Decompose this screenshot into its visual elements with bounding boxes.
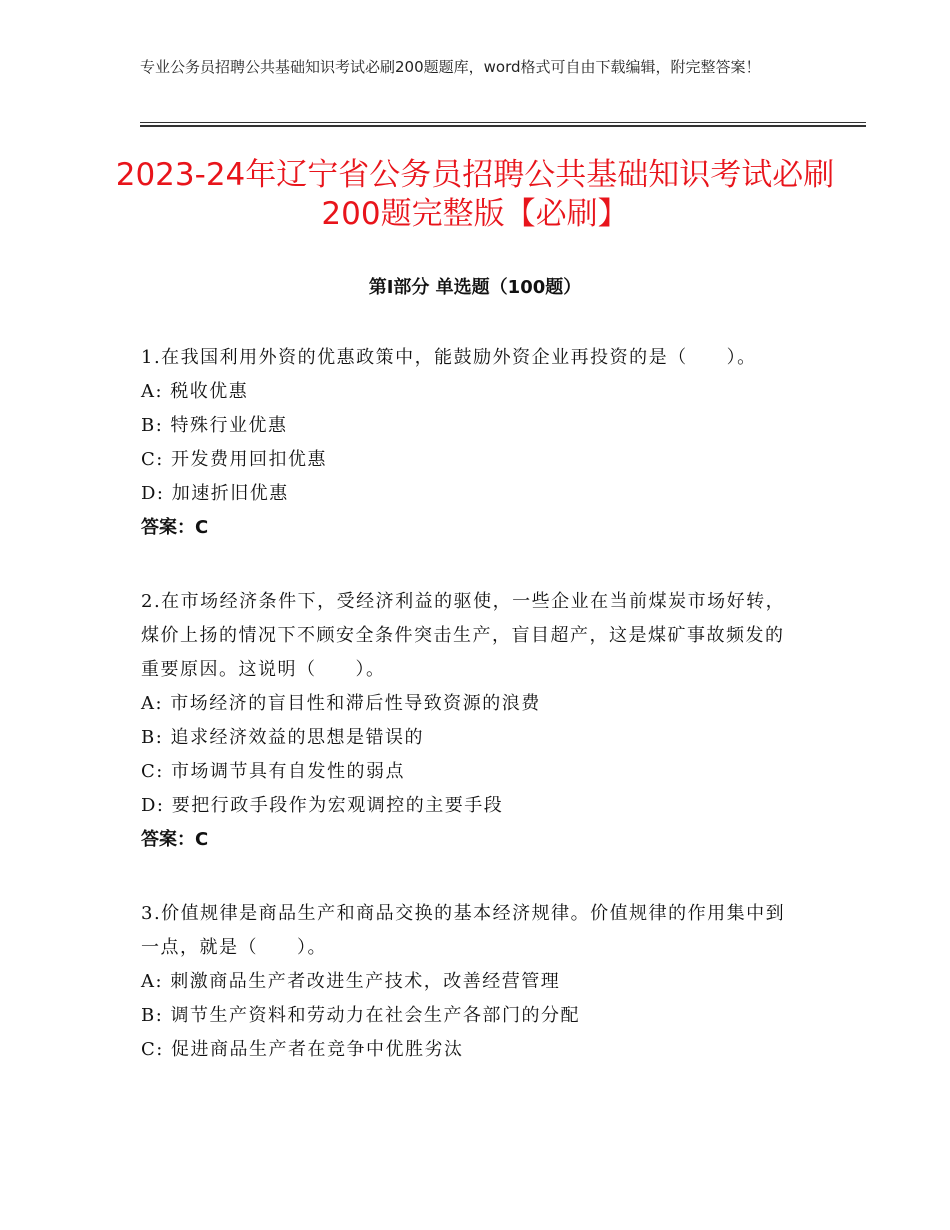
header-note: 专业公务员招聘公共基础知识考试必刷200题题库，word格式可自由下载编辑，附完整答案！ xyxy=(140,58,761,76)
option-c: C: 市场调节具有自发性的弱点 xyxy=(141,761,406,782)
option-b: B: 调节生产资料和劳动力在社会生产各部门的分配 xyxy=(141,1005,581,1026)
header-divider-thick xyxy=(140,125,866,127)
option-b: B: 特殊行业优惠 xyxy=(141,415,288,436)
option-b: B: 追求经济效益的思想是错误的 xyxy=(141,727,425,748)
option-d: D: 要把行政手段作为宏观调控的主要手段 xyxy=(141,795,504,816)
question-stem: 3.价值规律是商品生产和商品交换的基本经济规律。价值规律的作用集中到一点，就是（ ）。 xyxy=(141,903,786,958)
question-stem: 2.在市场经济条件下，受经济利益的驱使，一些企业在当前煤炭市场好转，煤价上扬的情况下不顾安全条件突击生产，盲目超产，这是煤矿事故频发的重要原因。这说明（ ）。 xyxy=(141,591,786,680)
option-a: A: 市场经济的盲目性和滞后性导致资源的浪费 xyxy=(141,693,541,714)
option-d: D: 加速折旧优惠 xyxy=(141,483,289,504)
option-c: C: 开发费用回扣优惠 xyxy=(141,449,328,470)
question-2 xyxy=(141,585,801,857)
document-title: 2023-24年辽宁省公务员招聘公共基础知识考试必刷200题完整版【必刷】 xyxy=(115,157,835,232)
option-a: A: 税收优惠 xyxy=(141,381,249,402)
section-title: 第Ⅰ部分 单选题（100题） xyxy=(368,277,582,298)
question-list xyxy=(141,341,801,1107)
header-divider xyxy=(140,122,866,123)
option-c: C: 促进商品生产者在竞争中优胜劣汰 xyxy=(141,1039,464,1060)
question-1 xyxy=(141,341,801,545)
answer-text: 答案：C xyxy=(141,517,209,538)
question-3 xyxy=(141,897,801,1067)
answer-text: 答案：C xyxy=(141,829,209,850)
option-a: A: 刺激商品生产者改进生产技术，改善经营管理 xyxy=(141,971,561,992)
question-stem: 1.在我国利用外资的优惠政策中，能鼓励外资企业再投资的是（ ）。 xyxy=(141,347,757,368)
